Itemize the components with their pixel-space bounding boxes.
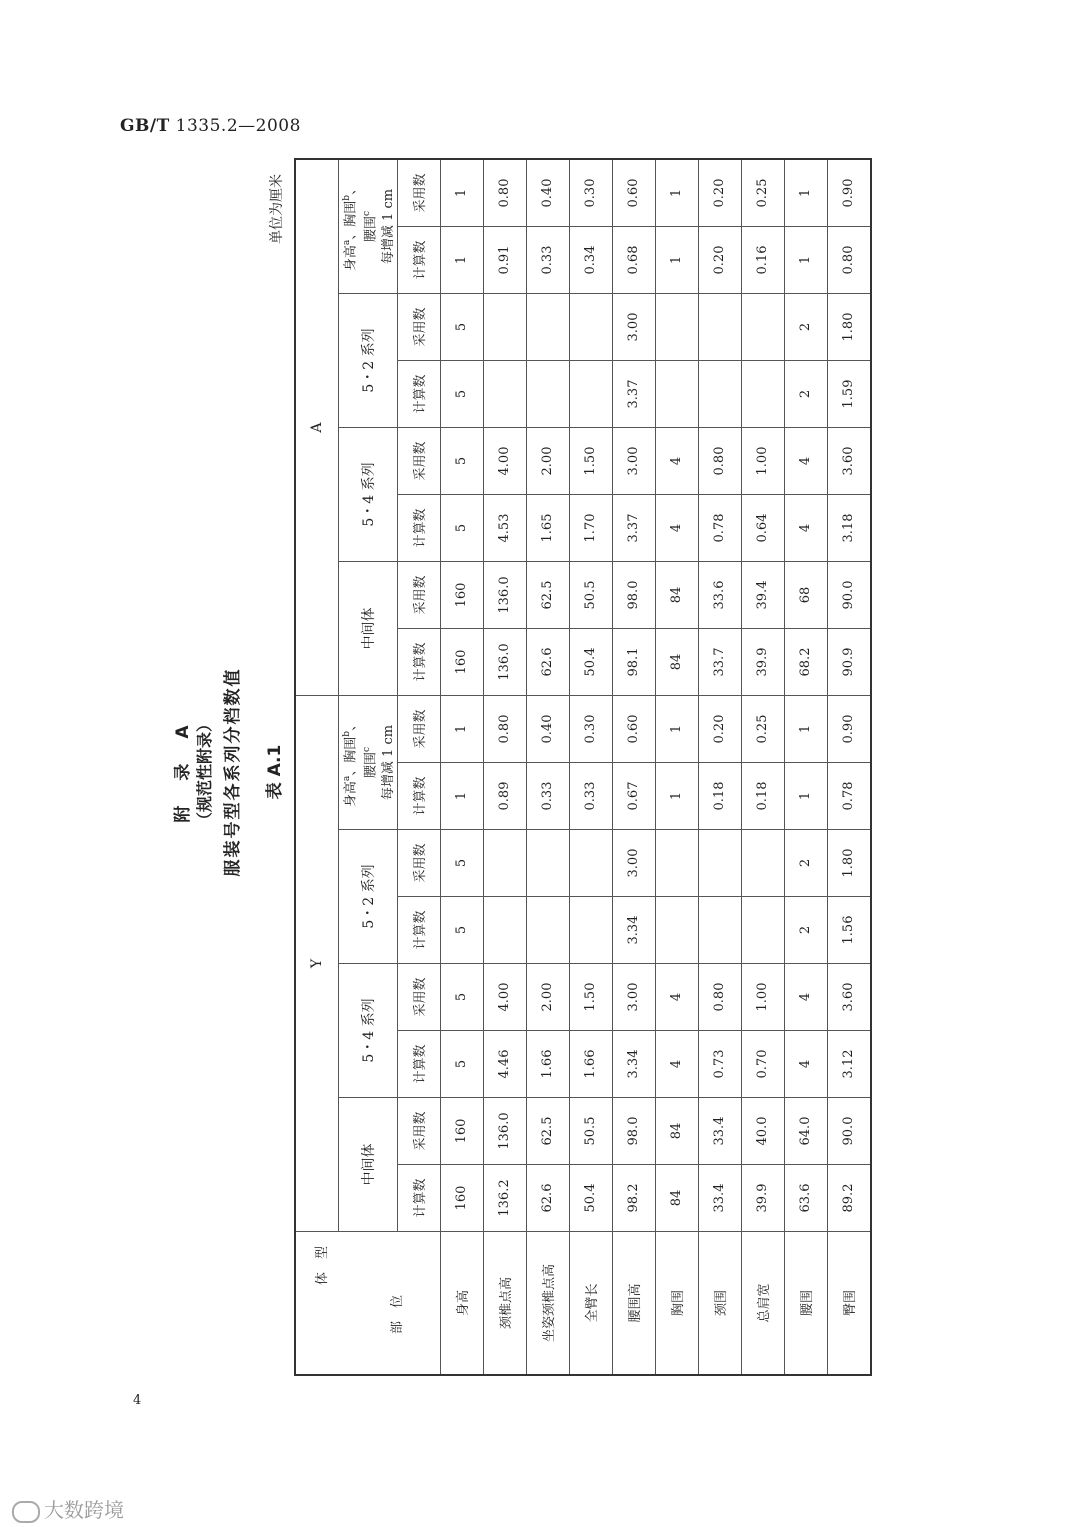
increment-label-part: 每增减 1 cm	[380, 188, 396, 265]
table-row	[741, 159, 784, 1375]
table-cell	[741, 361, 784, 428]
sub-header-calc: 计算数	[397, 495, 440, 562]
table-cell: 1.00	[741, 428, 784, 495]
table-cell: 84	[655, 1098, 698, 1165]
table-cell: 0.89	[483, 763, 526, 830]
table-cell: 62.5	[526, 1098, 569, 1165]
increment-label-part: 每增减 1 cm	[380, 724, 396, 801]
group-header-y-1: 5・4 系列	[339, 964, 398, 1098]
table-cell: 89.2	[827, 1165, 871, 1232]
table-cell: 90.0	[827, 562, 871, 629]
increment-label-part: 腰围	[363, 216, 379, 243]
table-cell: 0.18	[698, 763, 741, 830]
table-cell: 1	[655, 696, 698, 763]
table-cell: 4	[655, 495, 698, 562]
table-row	[440, 159, 483, 1375]
table-cell: 0.73	[698, 1031, 741, 1098]
table-cell: 0.25	[741, 696, 784, 763]
watermark-text: 大数跨境	[44, 1498, 124, 1522]
row-part-label: 腰围高	[612, 1232, 655, 1376]
table-cell: 0.80	[698, 964, 741, 1031]
table-cell: 4	[784, 1031, 827, 1098]
watermark	[12, 1494, 124, 1523]
table-cell	[698, 361, 741, 428]
table-cell: 33.4	[698, 1165, 741, 1232]
table-cell: 4.46	[483, 1031, 526, 1098]
table-cell: 3.37	[612, 495, 655, 562]
table-cell: 39.4	[741, 562, 784, 629]
table-cell: 3.18	[827, 495, 871, 562]
table-cell: 5	[440, 830, 483, 897]
table-cell	[655, 830, 698, 897]
table-cell: 1	[655, 227, 698, 294]
table-cell: 0.78	[827, 763, 871, 830]
group-header-y-2: 5・2 系列	[339, 830, 398, 964]
row-part-label: 全臂长	[569, 1232, 612, 1376]
table-cell: 64.0	[784, 1098, 827, 1165]
table-cell: 1	[784, 696, 827, 763]
table-row	[698, 159, 741, 1375]
table-cell	[483, 361, 526, 428]
table-cell: 2	[784, 897, 827, 964]
table-cell: 1.50	[569, 428, 612, 495]
row-part-label: 坐姿颈椎点高	[526, 1232, 569, 1376]
table-cell: 84	[655, 562, 698, 629]
increment-label-part: 、胸围	[343, 200, 359, 240]
table-cell: 50.5	[569, 562, 612, 629]
table-cell: 4.53	[483, 495, 526, 562]
table-cell: 98.0	[612, 562, 655, 629]
table-cell: 0.33	[526, 763, 569, 830]
table-cell: 33.7	[698, 629, 741, 696]
table-cell: 1	[440, 159, 483, 227]
sub-header-calc: 计算数	[397, 227, 440, 294]
table-cell: 2	[784, 361, 827, 428]
table-cell: 2.00	[526, 428, 569, 495]
table-cell	[483, 294, 526, 361]
unit-note: 单位为厘米	[269, 174, 285, 244]
table-cell: 50.4	[569, 629, 612, 696]
sub-header-adopt: 采用数	[397, 696, 440, 763]
table-cell	[655, 294, 698, 361]
group-header-a-1: 5・4 系列	[339, 428, 398, 562]
sub-header-adopt: 采用数	[397, 964, 440, 1031]
table-cell: 39.9	[741, 629, 784, 696]
table-cell	[741, 897, 784, 964]
table-row	[483, 159, 526, 1375]
table-cell: 4.00	[483, 428, 526, 495]
row-part-label: 身高	[440, 1232, 483, 1376]
increment-label-part: a	[342, 239, 352, 246]
table-cell	[741, 830, 784, 897]
table-cell: 2.00	[526, 964, 569, 1031]
standard-number-header	[120, 116, 301, 136]
sub-header-calc: 计算数	[397, 763, 440, 830]
page-number: 4	[133, 1393, 142, 1408]
table-cell: 1.56	[827, 897, 871, 964]
table-cell: 98.1	[612, 629, 655, 696]
row-part-label: 臀围	[827, 1232, 871, 1376]
table-cell: 0.20	[698, 696, 741, 763]
group-header-a-2: 5・2 系列	[339, 294, 398, 428]
standard-number: 1335.2—2008	[175, 116, 301, 136]
table-cell: 1.66	[569, 1031, 612, 1098]
table-cell: 0.34	[569, 227, 612, 294]
table-cell: 50.4	[569, 1165, 612, 1232]
group-header-y-0: 中间体	[339, 1098, 398, 1232]
increment-label-part: 身高	[343, 781, 359, 808]
table-cell: 68	[784, 562, 827, 629]
table-cell: 3.60	[827, 964, 871, 1031]
sub-header-adopt: 采用数	[397, 830, 440, 897]
table-cell: 4	[784, 428, 827, 495]
table-cell: 4	[784, 964, 827, 1031]
appendix-subtitle: （规范性附录）	[195, 716, 214, 829]
sub-header-calc: 计算数	[397, 1165, 440, 1232]
table-cell	[698, 897, 741, 964]
table-cell: 62.5	[526, 562, 569, 629]
table-cell: 3.37	[612, 361, 655, 428]
table-cell: 39.9	[741, 1165, 784, 1232]
size-grading-table	[294, 158, 872, 1376]
table-cell: 3.34	[612, 1031, 655, 1098]
table-cell: 136.0	[483, 562, 526, 629]
table-cell: 5	[440, 964, 483, 1031]
table-cell: 4.00	[483, 964, 526, 1031]
table-cell	[655, 897, 698, 964]
corner-body-type-label: 体 型	[314, 1246, 330, 1286]
table-cell: 3.00	[612, 830, 655, 897]
table-cell	[569, 830, 612, 897]
table-cell: 5	[440, 361, 483, 428]
table-cell: 136.0	[483, 1098, 526, 1165]
table-cell: 0.20	[698, 159, 741, 227]
table-cell: 2	[784, 830, 827, 897]
table-row	[569, 159, 612, 1375]
table-cell: 0.30	[569, 696, 612, 763]
table-cell: 1.59	[827, 361, 871, 428]
table-cell: 4	[784, 495, 827, 562]
table-cell: 0.70	[741, 1031, 784, 1098]
table-cell: 5	[440, 294, 483, 361]
table-cell: 160	[440, 1098, 483, 1165]
table-cell: 3.00	[612, 428, 655, 495]
table-cell: 62.6	[526, 629, 569, 696]
row-part-label: 总肩宽	[741, 1232, 784, 1376]
header-row-body-type	[295, 159, 339, 1375]
sub-header-calc: 计算数	[397, 897, 440, 964]
table-cell: 3.00	[612, 964, 655, 1031]
corner-header	[295, 1232, 440, 1376]
header-row-groups	[339, 159, 398, 1375]
table-cell: 5	[440, 495, 483, 562]
group-header-a-increment	[339, 159, 398, 294]
increment-label-part: 腰围	[363, 752, 379, 779]
table-cell: 0.30	[569, 159, 612, 227]
table-cell: 1	[440, 763, 483, 830]
table-cell	[569, 897, 612, 964]
increment-label-part: 、	[343, 717, 359, 731]
sub-header-adopt: 采用数	[397, 159, 440, 227]
table-cell: 0.20	[698, 227, 741, 294]
table-cell	[526, 361, 569, 428]
table-cell	[483, 830, 526, 897]
table-cell	[698, 830, 741, 897]
table-cell	[698, 294, 741, 361]
table-row	[827, 159, 871, 1375]
sub-header-calc: 计算数	[397, 1031, 440, 1098]
increment-label-part: c	[362, 746, 373, 753]
table-cell: 1.66	[526, 1031, 569, 1098]
table-cell: 62.6	[526, 1165, 569, 1232]
table-cell	[483, 897, 526, 964]
table-cell: 0.68	[612, 227, 655, 294]
table-cell: 0.80	[483, 159, 526, 227]
table-cell: 136.0	[483, 629, 526, 696]
table-cell: 5	[440, 1031, 483, 1098]
table-cell	[526, 897, 569, 964]
table-cell: 1	[784, 227, 827, 294]
table-cell: 3.12	[827, 1031, 871, 1098]
table-cell: 1	[440, 227, 483, 294]
watermark-logo-icon	[12, 1501, 40, 1523]
table-cell: 33.4	[698, 1098, 741, 1165]
table-cell: 160	[440, 629, 483, 696]
sub-header-adopt: 采用数	[397, 428, 440, 495]
table-cell	[526, 294, 569, 361]
table-cell: 33.6	[698, 562, 741, 629]
table-cell: 40.0	[741, 1098, 784, 1165]
table-cell: 160	[440, 1165, 483, 1232]
table-cell: 3.60	[827, 428, 871, 495]
table-cell: 0.78	[698, 495, 741, 562]
table-cell: 0.64	[741, 495, 784, 562]
group-header-a-0: 中间体	[339, 562, 398, 696]
table-cell	[569, 361, 612, 428]
row-part-label: 腰围	[784, 1232, 827, 1376]
table-cell: 98.2	[612, 1165, 655, 1232]
table-cell: 63.6	[784, 1165, 827, 1232]
sub-header-adopt: 采用数	[397, 1098, 440, 1165]
table-cell: 1.65	[526, 495, 569, 562]
row-part-label: 胸围	[655, 1232, 698, 1376]
table-cell: 1	[440, 696, 483, 763]
appendix-heading: 服装号型各系列分档数值	[223, 667, 243, 877]
table-cell: 5	[440, 897, 483, 964]
table-cell: 0.16	[741, 227, 784, 294]
table-cell: 0.80	[698, 428, 741, 495]
row-part-label: 颈椎点高	[483, 1232, 526, 1376]
table-row	[784, 159, 827, 1375]
table-cell: 1.70	[569, 495, 612, 562]
sub-header-adopt: 采用数	[397, 294, 440, 361]
table-cell: 1.50	[569, 964, 612, 1031]
body-type-header-y: Y	[295, 696, 339, 1232]
table-cell: 90.0	[827, 1098, 871, 1165]
table-cell: 1.00	[741, 964, 784, 1031]
table-cell: 0.91	[483, 227, 526, 294]
table-cell: 68.2	[784, 629, 827, 696]
rotated-table-section	[162, 152, 859, 1392]
increment-label-part: 、	[343, 181, 359, 195]
sub-header-calc: 计算数	[397, 629, 440, 696]
body-type-header-a: A	[295, 159, 339, 696]
table-cell: 0.33	[526, 227, 569, 294]
standard-prefix: GB/T	[120, 116, 170, 136]
table-cell: 4	[655, 428, 698, 495]
table-cell: 98.0	[612, 1098, 655, 1165]
table-cell: 1	[655, 159, 698, 227]
increment-label-part: a	[342, 775, 352, 782]
table-cell	[569, 294, 612, 361]
table-caption: 表 A.1	[265, 744, 285, 800]
table-cell: 4	[655, 964, 698, 1031]
table-cell	[526, 830, 569, 897]
table-cell: 136.2	[483, 1165, 526, 1232]
table-row	[526, 159, 569, 1375]
table-cell: 0.18	[741, 763, 784, 830]
table-cell: 0.90	[827, 696, 871, 763]
increment-label-part: 、胸围	[343, 736, 359, 776]
table-cell: 90.9	[827, 629, 871, 696]
table-cell: 1.80	[827, 294, 871, 361]
increment-label-part: b	[342, 194, 352, 201]
group-header-y-increment	[339, 696, 398, 830]
table-cell: 0.80	[827, 227, 871, 294]
table-cell	[655, 361, 698, 428]
header-row-sub	[397, 159, 440, 1375]
table-cell: 1	[655, 763, 698, 830]
table-cell: 0.25	[741, 159, 784, 227]
table-cell: 0.80	[483, 696, 526, 763]
sub-header-calc: 计算数	[397, 361, 440, 428]
table-cell	[741, 294, 784, 361]
row-part-label: 颈围	[698, 1232, 741, 1376]
table-cell: 0.40	[526, 696, 569, 763]
table-cell: 1	[784, 159, 827, 227]
increment-label-part: 身高	[343, 245, 359, 272]
table-cell: 0.33	[569, 763, 612, 830]
table-cell: 84	[655, 629, 698, 696]
increment-label-part: c	[362, 210, 373, 217]
table-cell: 0.67	[612, 763, 655, 830]
table-cell: 0.60	[612, 696, 655, 763]
table-cell: 0.40	[526, 159, 569, 227]
appendix-title: 附 录 A	[173, 721, 193, 823]
sub-header-adopt: 采用数	[397, 562, 440, 629]
table-cell: 1.80	[827, 830, 871, 897]
table-row	[655, 159, 698, 1375]
corner-part-label: 部 位	[389, 1294, 405, 1334]
table-cell: 84	[655, 1165, 698, 1232]
increment-label-part: b	[342, 730, 352, 737]
table-cell: 160	[440, 562, 483, 629]
table-cell: 4	[655, 1031, 698, 1098]
table-cell: 3.34	[612, 897, 655, 964]
table-row	[612, 159, 655, 1375]
table-cell: 1	[784, 763, 827, 830]
table-cell: 2	[784, 294, 827, 361]
table-cell: 50.5	[569, 1098, 612, 1165]
table-cell: 0.90	[827, 159, 871, 227]
table-cell: 5	[440, 428, 483, 495]
table-cell: 3.00	[612, 294, 655, 361]
table-cell: 0.60	[612, 159, 655, 227]
